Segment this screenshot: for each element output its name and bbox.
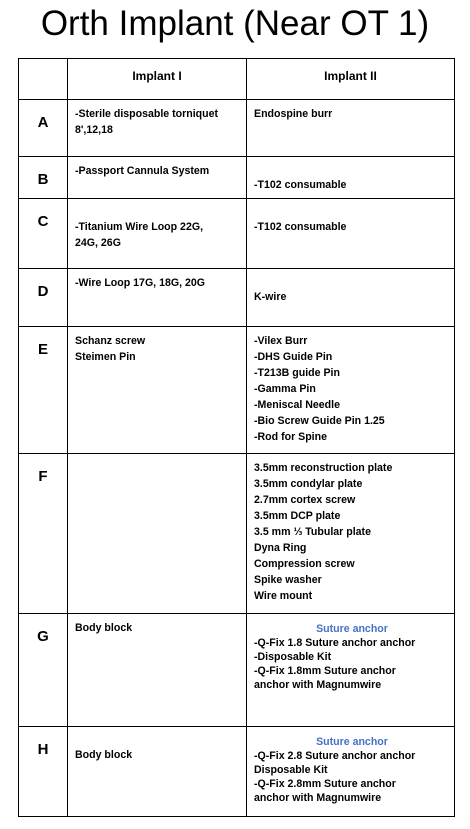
header-implant-2: Implant II [247,59,455,100]
implant-2-item: -Vilex Burr [254,335,308,347]
implant-2-cell [247,100,455,157]
implant-2-item: -T102 consumable [254,179,347,191]
implant-1-item: -Passport Cannula System [75,165,210,177]
page-title: Orth Implant (Near OT 1) [40,4,430,43]
implant-2-cell [247,727,455,817]
implant-2-item: Wire mount [254,590,313,602]
implant-2-item: Endospine burr [254,108,333,120]
implant-2-cell [247,614,455,727]
row-letter: B [19,157,68,199]
implant-2-item: Spike washer [254,574,322,586]
implant-1-item: 24G, 26G [75,237,121,249]
table-row [19,327,455,454]
implant-1-item: -Titanium Wire Loop 22G, [75,221,204,233]
suture-anchor-heading: Suture anchor [316,623,388,635]
row-letter: C [19,199,68,269]
table-row [19,199,455,269]
implant-2-cell [247,199,455,269]
implant-2-item: -Q-Fix 1.8 Suture anchor anchor [254,637,416,649]
row-letter: D [19,269,68,327]
implant-1-cell [68,199,247,269]
implant-1-cell [68,157,247,199]
implant-table [18,58,455,817]
implant-1-item: Steimen Pin [75,351,136,363]
implant-2-cell [247,269,455,327]
implant-1-cell [68,327,247,454]
header-implant-1: Implant I [68,59,247,100]
table-row [19,269,455,327]
row-letter: H [19,727,68,817]
row-letter: F [19,454,68,614]
implant-2-item: -Q-Fix 2.8mm Suture anchor [254,778,396,790]
implant-1-item: Body block [75,622,133,634]
table-header-row [19,59,455,100]
implant-2-item: -Q-Fix 1.8mm Suture anchor [254,665,396,677]
implant-2-item: -Bio Screw Guide Pin 1.25 [254,415,385,427]
implant-2-item: -Meniscal Needle [254,399,340,411]
implant-2-item: Compression screw [254,558,355,570]
implant-2-item: Dyna Ring [254,542,307,554]
suture-anchor-heading: Suture anchor [316,736,388,748]
implant-2-item: anchor with Magnumwire [254,679,382,691]
implant-1-cell [68,454,247,614]
implant-1-cell [68,269,247,327]
implant-2-item: 3.5 mm ⅓ Tubular plate [254,526,371,538]
table-row [19,727,455,817]
implant-2-item: -Gamma Pin [254,383,316,395]
implant-1-cell [68,100,247,157]
table-row [19,100,455,157]
implant-2-cell [247,157,455,199]
implant-2-item: 3.5mm reconstruction plate [254,462,393,474]
row-letter: A [19,100,68,157]
implant-1-item: 8',12,18 [75,124,113,136]
row-letter: G [19,614,68,727]
table-row [19,454,455,614]
implant-2-cell [247,454,455,614]
implant-2-item: -T213B guide Pin [254,367,340,379]
implant-1-item: -Wire Loop 17G, 18G, 20G [75,277,206,289]
implant-1-cell [68,727,247,817]
implant-1-item: Schanz screw [75,335,146,347]
implant-2-cell [247,327,455,454]
implant-2-item: 2.7mm cortex screw [254,494,356,506]
table-row [19,157,455,199]
implant-1-item: -Sterile disposable torniquet [75,108,219,120]
implant-2-item: -Disposable Kit [254,651,332,663]
implant-2-item: -DHS Guide Pin [254,351,333,363]
implant-1-cell [68,614,247,727]
row-letter: E [19,327,68,454]
implant-2-item: -Q-Fix 2.8 Suture anchor anchor [254,750,416,762]
implant-1-item: Body block [75,749,133,761]
implant-2-item: Disposable Kit [254,764,328,776]
implant-2-item: K-wire [254,291,287,303]
implant-2-item: anchor with Magnumwire [254,792,382,804]
implant-2-item: -Rod for Spine [254,431,327,443]
implant-2-item: -T102 consumable [254,221,347,233]
implant-2-item: 3.5mm DCP plate [254,510,341,522]
header-blank [19,59,68,100]
implant-2-item: 3.5mm condylar plate [254,478,363,490]
table-row [19,614,455,727]
